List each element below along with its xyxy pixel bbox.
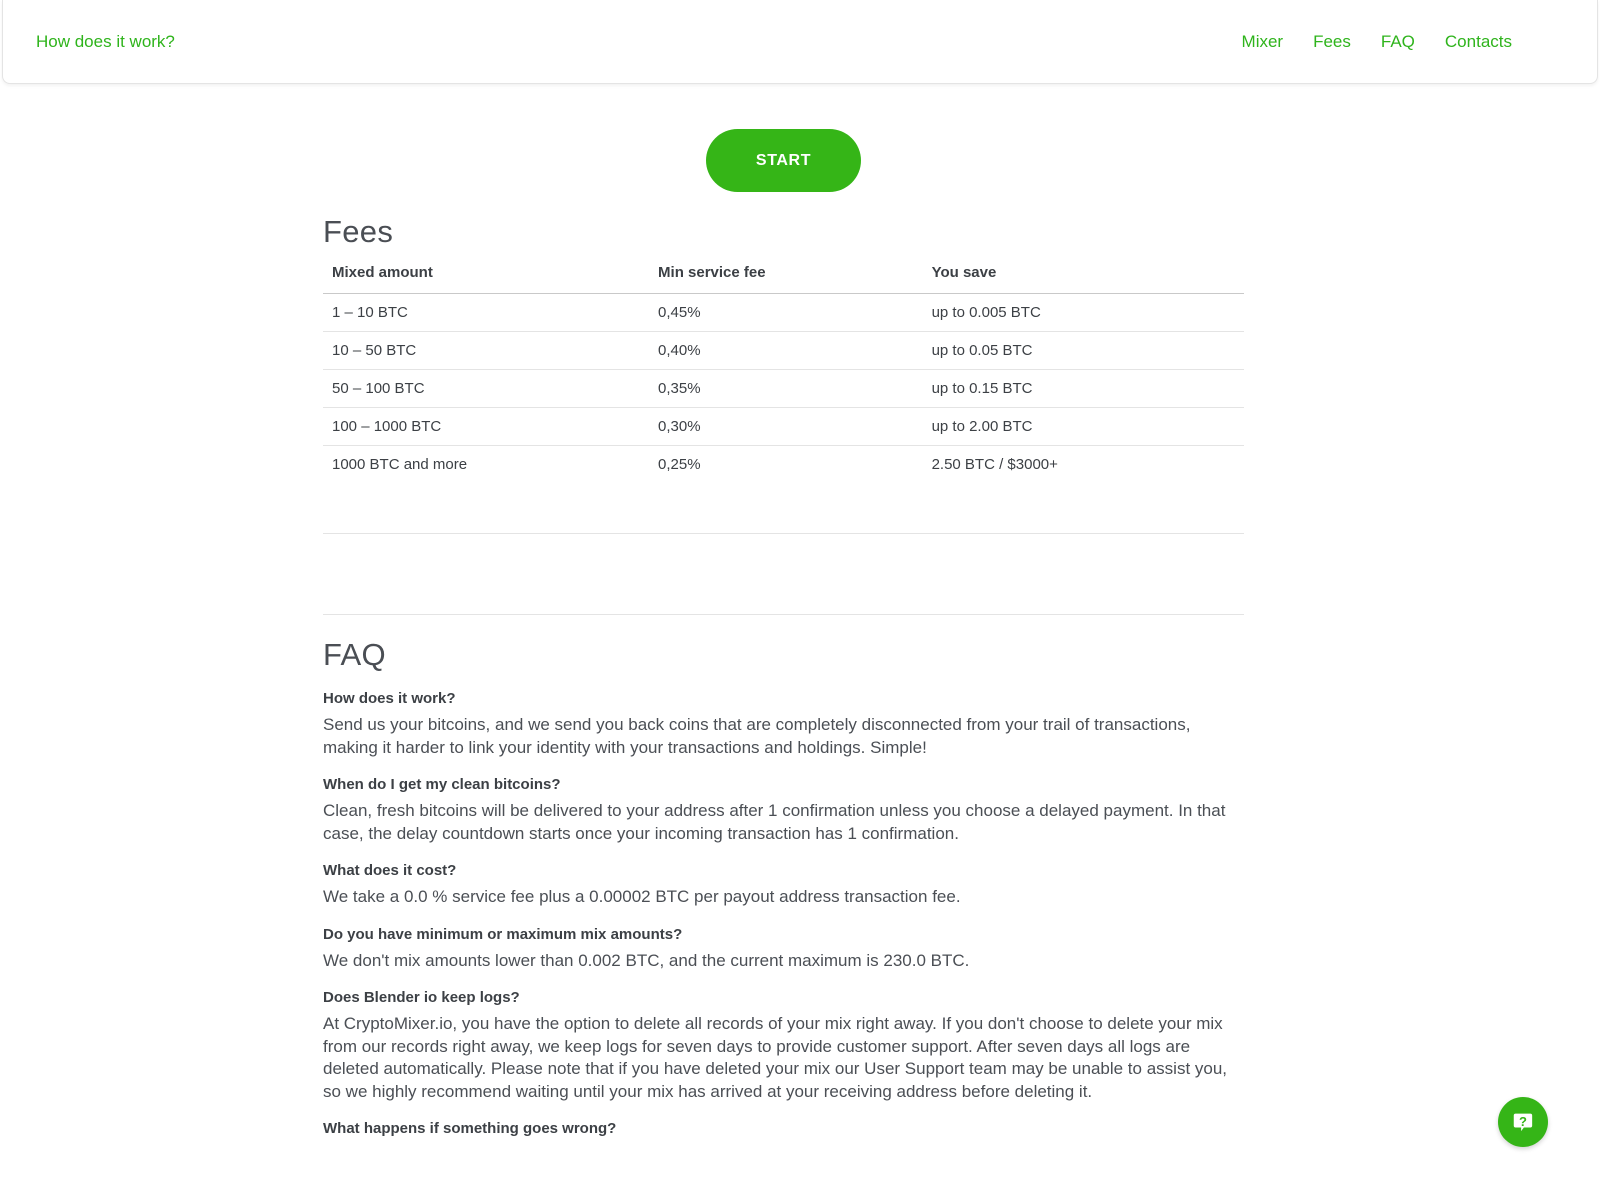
faq-item <box>323 776 1244 845</box>
fees-table <box>323 258 1244 534</box>
faq-question: What happens if something goes wrong? <box>323 1120 617 1137</box>
table-row <box>323 370 1244 408</box>
faq-question: What does it cost? <box>323 862 457 879</box>
cell-mixed-amount: 10 – 50 BTC <box>323 332 649 370</box>
faq-section <box>323 637 1244 1137</box>
faq-title: FAQ <box>323 637 386 672</box>
cell-you-save: up to 0.15 BTC <box>923 370 1244 408</box>
nav-item-fees[interactable]: Fees <box>1313 31 1351 51</box>
faq-item <box>323 989 1244 1103</box>
table-row <box>323 446 1244 534</box>
cell-you-save: up to 0.005 BTC <box>923 294 1244 332</box>
cell-mixed-amount: 1000 BTC and more <box>323 446 649 534</box>
help-button[interactable] <box>1498 1097 1548 1147</box>
how-it-works-link[interactable]: How does it work? <box>36 31 175 51</box>
faq-question: When do I get my clean bitcoins? <box>323 776 561 793</box>
faq-answer: Clean, fresh bitcoins will be delivered to your address after 1 confirmation unless you choose a delayed payment. In that case, the delay countdown starts once your incoming transaction has 1 confirmation. <box>323 801 1226 843</box>
faq-answer: We don't mix amounts lower than 0.002 BTC, and the current maximum is 230.0 BTC. <box>323 950 970 970</box>
cell-you-save: up to 0.05 BTC <box>923 332 1244 370</box>
faq-answer: At CryptoMixer.io, you have the option to delete all records of your mix right away. If you don't choose to delete your mix from our records right away, we keep logs for seven days to provide customer support. After seven days all logs are deleted automatically. Please note that if you have deleted your mix our User Support team may be unable to assist you, so we highly recommend waiting until your mix has arrived at your receiving address before deleting it. <box>323 1014 1228 1101</box>
cell-min-fee: 0,30% <box>649 408 923 446</box>
nav-item-faq[interactable]: FAQ <box>1380 31 1415 51</box>
nav-item-mixer[interactable]: Mixer <box>1241 31 1284 51</box>
main-content <box>323 129 1244 1137</box>
top-nav-bar <box>2 0 1598 84</box>
faq-item <box>323 862 1244 909</box>
faq-item <box>323 1120 1244 1137</box>
faq-item <box>323 926 1244 973</box>
table-row <box>323 332 1244 370</box>
faq-answer: We take a 0.0 % service fee plus a 0.00002 BTC per payout address transaction fee. <box>323 887 961 906</box>
faq-question: How does it work? <box>323 690 456 707</box>
cell-min-fee: 0,25% <box>649 446 923 534</box>
table-header-row <box>323 258 1244 294</box>
cell-min-fee: 0,40% <box>649 332 923 370</box>
main-nav <box>1242 32 1512 52</box>
fees-title: Fees <box>323 214 394 249</box>
question-bubble-icon <box>1511 1110 1535 1134</box>
cell-you-save: up to 2.00 BTC <box>923 408 1244 446</box>
cell-min-fee: 0,35% <box>649 370 923 408</box>
cell-mixed-amount: 100 – 1000 BTC <box>323 408 649 446</box>
cell-min-fee: 0,45% <box>649 294 923 332</box>
start-button[interactable]: START <box>706 129 861 192</box>
cell-mixed-amount: 1 – 10 BTC <box>323 294 649 332</box>
col-header-you-save: You save <box>923 258 1244 294</box>
faq-question: Does Blender io keep logs? <box>323 989 520 1006</box>
faq-question: Do you have minimum or maximum mix amounts? <box>323 925 683 943</box>
col-header-mixed-amount: Mixed amount <box>323 258 649 294</box>
col-header-min-service-fee: Min service fee <box>649 258 923 294</box>
fees-section <box>323 214 1244 615</box>
table-row <box>323 294 1244 332</box>
cell-you-save: 2.50 BTC / $3000+ <box>923 446 1244 534</box>
faq-item <box>323 690 1244 759</box>
section-divider <box>323 614 1244 615</box>
nav-item-contacts[interactable]: Contacts <box>1444 31 1512 51</box>
svg-text:?: ? <box>1519 1114 1527 1129</box>
cell-mixed-amount: 50 – 100 BTC <box>323 370 649 408</box>
faq-answer: Send us your bitcoins, and we send you back coins that are completely disconnected from your trail of transactions, making it harder to link your identity with your transactions and holdings. Simple! <box>323 715 1191 757</box>
table-row <box>323 408 1244 446</box>
